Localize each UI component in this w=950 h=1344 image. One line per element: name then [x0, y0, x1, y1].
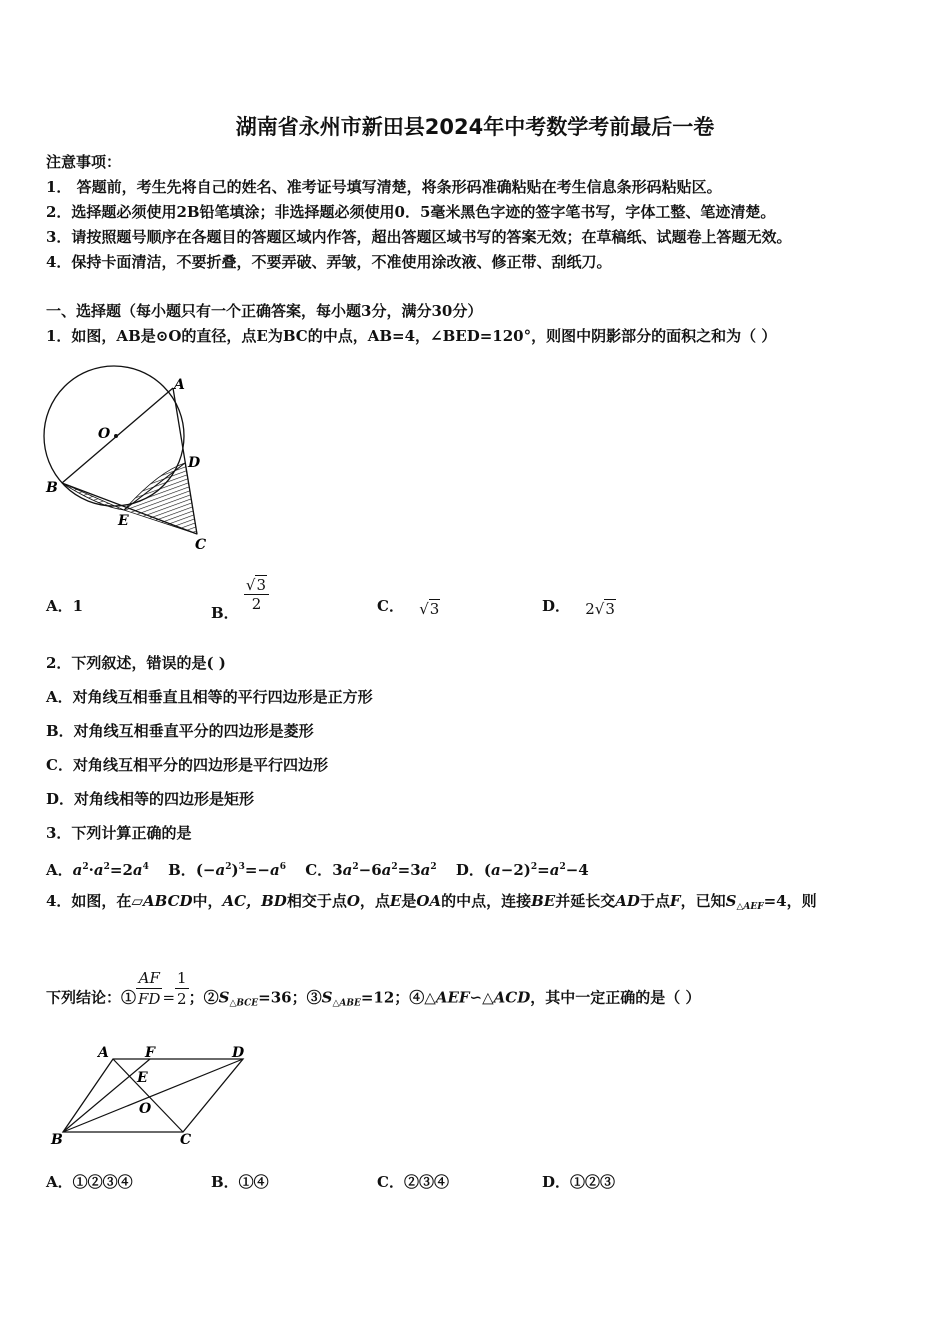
q1-label-e: E	[118, 513, 129, 529]
q4-label-c: C	[180, 1132, 192, 1148]
q4-diagonal-bd	[63, 1059, 243, 1132]
q1-option-c-sqrt: √3	[419, 600, 440, 618]
q4-label-a: A	[98, 1045, 109, 1061]
q4-label-d: D	[232, 1045, 245, 1061]
q4-option-c[interactable]: C．②③④	[377, 1173, 449, 1191]
q4-figure	[48, 1040, 258, 1152]
q1-option-b-denominator: 2	[251, 595, 262, 613]
q1-figure	[40, 362, 220, 557]
q1-option-c[interactable]	[377, 595, 440, 616]
notice-item-3: 3．请按照题号顺序在各题目的答题区域内作答，超出答题区域书写的答案无效；在草稿纸、试题卷上答题无效。	[46, 228, 792, 246]
q1-option-b-radicand: 3	[256, 576, 267, 594]
q4-label-e: E	[137, 1070, 148, 1086]
q1-option-b-fraction: $\frac{√3}{2}$	[244, 576, 269, 613]
notice-item-2: 2．选择题必须使用2B铅笔填涂；非选择题必须使用0．5毫米黑色字迹的签字笔书写，字体工整、笔迹清楚。	[46, 203, 776, 221]
q1-option-c-radicand: 3	[429, 600, 440, 618]
q4-fraction-af-fd: $\frac{AF}{FD}$	[138, 969, 161, 1008]
q1-label-o: O	[98, 426, 111, 442]
q2-option-c[interactable]: C．对角线互相平分的四边形是平行四边形	[46, 756, 328, 774]
q4-diagonal-ac	[113, 1059, 183, 1132]
q1-option-b-label: B．	[211, 603, 239, 622]
q3-option-b[interactable]: B．$(-a^2)^3=-a^6$	[168, 861, 286, 879]
q1-option-b[interactable]	[211, 570, 269, 622]
q1-center-dot	[114, 434, 118, 438]
q4-label-b: B	[51, 1132, 63, 1148]
q4-label-o: O	[139, 1101, 152, 1117]
q1-option-d-coef: 2	[585, 600, 595, 618]
q4-stem-line2: 下列结论：① $\frac{AF}{FD}$ = $\frac{1}{2}$ ；$②S_{\triangle BCE}=36$；$③S_{\triangle ABE}=12$；④△AEF∽△ACD，其中一定正确的是（ ）	[46, 969, 701, 1009]
q3-option-d[interactable]: D．$(a-2)^2=a^2-4$	[455, 861, 589, 879]
q1-option-d[interactable]	[542, 595, 616, 616]
page-title: 湖南省永州市新田县2024年中考数学考前最后一卷	[235, 115, 715, 139]
q1-label-a: A	[174, 377, 185, 393]
q4-stem-line1: 4．如图，在▱ABCD中，AC，BD相交于点O，点E是OA的中点，连接BE并延长交AD于点F，已知$S_{\triangle AEF}=4$，则	[46, 892, 817, 912]
q1-shade-right	[124, 463, 197, 534]
q2-stem: 2．下列叙述，错误的是( )	[46, 654, 226, 672]
q2-option-d[interactable]: D．对角线相等的四边形是矩形	[46, 790, 255, 808]
q1-option-a[interactable]	[46, 595, 83, 616]
q3-option-c[interactable]: C．$3a^2-6a^2=3a^2$	[305, 861, 437, 879]
q4-option-a[interactable]: A．①②③④	[46, 1173, 133, 1191]
q1-option-a-value: 1	[72, 597, 84, 615]
q1-label-c: C	[195, 537, 207, 553]
q4-fraction-half: $\frac{1}{2}$	[177, 969, 187, 1008]
q1-option-d-value: 2√3	[585, 600, 615, 618]
q1-stem: 1．如图，AB是⊙O的直径，点E为BC的中点，AB=4，∠BED=120°，则图中阴影部分的面积之和为（ ）	[46, 327, 777, 345]
q4-option-b[interactable]: B．①④	[211, 1173, 269, 1191]
q1-option-c-label: C．	[377, 597, 404, 615]
notice-item-1: 1． 答题前，考生先将自己的姓名、准考证号填写清楚，将条形码准确粘贴在考生信息条形码粘贴区。	[46, 178, 722, 196]
q1-option-d-radicand: 3	[605, 600, 615, 618]
q1-label-d: D	[188, 455, 201, 471]
section-heading: 一、选择题（每小题只有一个正确答案，每小题3分，满分30分）	[46, 302, 483, 320]
q2-option-b[interactable]: B．对角线互相垂直平分的四边形是菱形	[46, 722, 314, 740]
q1-label-b: B	[46, 480, 58, 496]
q3-stem: 3．下列计算正确的是	[46, 824, 192, 842]
notice-heading: 注意事项：	[46, 153, 122, 171]
q3-options	[46, 857, 589, 880]
q2-option-a[interactable]: A．对角线互相垂直且相等的平行四边形是正方形	[46, 688, 373, 706]
notice-item-4: 4．保持卡面清洁，不要折叠，不要弄破、弄皱，不准使用涂改液、修正带、刮纸刀。	[46, 253, 612, 271]
q4-label-f: F	[145, 1045, 155, 1061]
q4-option-d[interactable]: D．①②③	[542, 1173, 616, 1191]
q1-option-a-label: A．	[46, 597, 73, 615]
q1-option-d-label: D．	[542, 597, 571, 615]
q3-option-a[interactable]: A．$a^2\cdot a^2=2a^4$	[46, 861, 149, 879]
